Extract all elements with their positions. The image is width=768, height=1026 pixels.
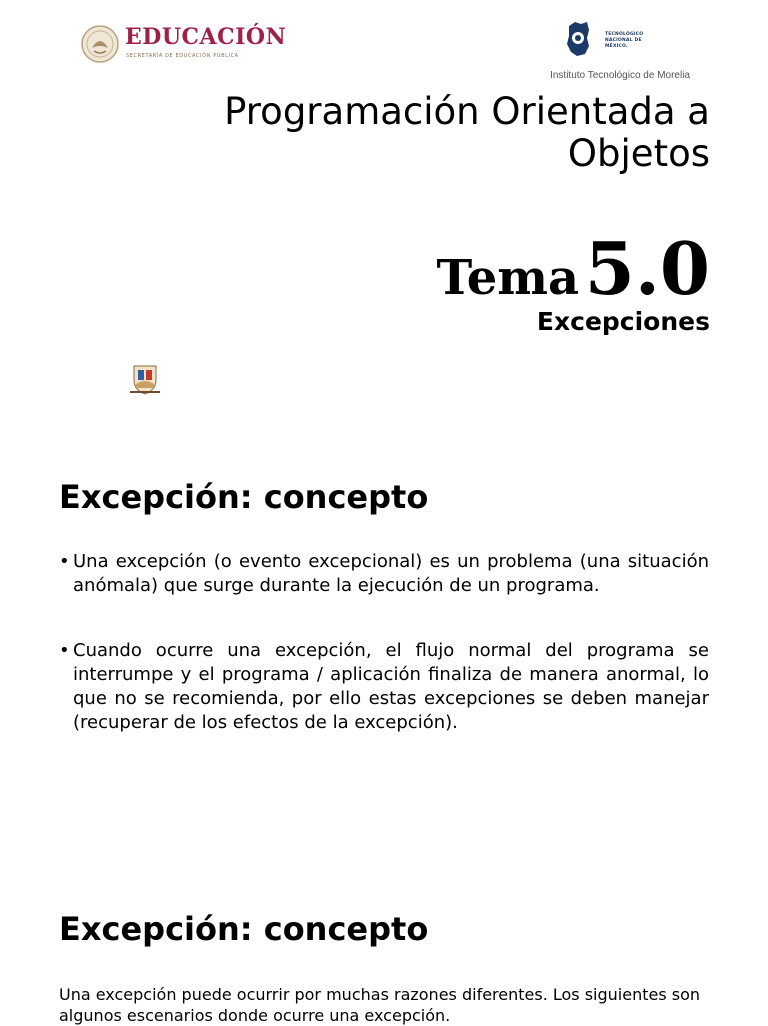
topic-line: [300, 226, 710, 311]
topic-number: 5.0: [584, 226, 710, 311]
bullet-item: [59, 639, 709, 735]
sep-subtitle: SECRETARÍA DE EDUCACIÓN PÚBLICA: [126, 53, 239, 59]
bullet-text: Una excepción (o evento excepcional) es un problema (una situación anómala) que surge durante la ejecución de un programa.: [73, 551, 709, 596]
course-title: Programación Orientada a Objetos: [224, 90, 710, 175]
section-heading: Excepción: concepto: [59, 910, 429, 948]
tecnm-text: TECNOLÓGICO NACIONAL DE MÉXICO.: [605, 32, 644, 49]
tecnm-gear-emblem-icon: [565, 20, 591, 58]
bullet-text: Cuando ocurre una excepción, el flujo normal del programa se interrumpe y el programa / aplicación finaliza de manera anormal, lo que no se recomienda, por ello estas excepciones se deben manejar (recuperar de los efectos de la excepción).: [73, 640, 709, 733]
section-heading: Excepción: concepto: [59, 478, 429, 516]
sep-logo: [80, 22, 287, 68]
institute-name: Instituto Tecnológico de Morelia: [550, 70, 690, 81]
topic-subtitle: Excepciones: [536, 307, 710, 336]
institute-crest-icon: [128, 362, 162, 396]
topic-word: Tema: [436, 250, 580, 306]
bullet-dot: •: [59, 551, 70, 572]
section-paragraph: Una excepción puede ocurrir por muchas razones diferentes. Los siguientes son algunos escenarios donde ocurre una excepción.: [59, 985, 701, 1025]
mexican-coat-of-arms-icon: [80, 24, 120, 64]
bullet-item: [59, 550, 709, 598]
tecnm-logo: [565, 20, 665, 62]
bullet-dot: •: [59, 640, 70, 661]
sep-title: EDUCACIÓN: [125, 24, 287, 50]
